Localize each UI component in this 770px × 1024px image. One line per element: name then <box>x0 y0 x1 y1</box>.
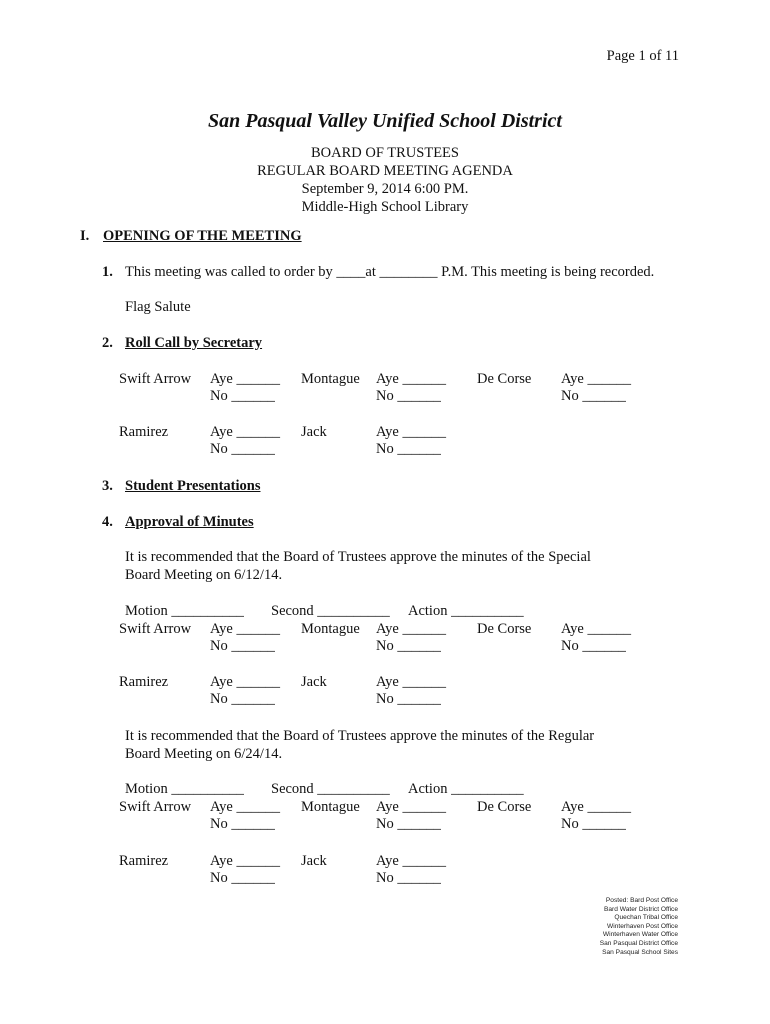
action-blank: Action __________ <box>408 781 524 797</box>
aye-blank: Aye ______ <box>561 371 631 387</box>
aye-blank: Aye ______ <box>210 799 280 815</box>
board-heading: BOARD OF TRUSTEES <box>311 145 459 161</box>
section-title: OPENING OF THE MEETING <box>103 228 302 244</box>
aye-blank: Aye ______ <box>376 621 446 637</box>
aye-blank: Aye ______ <box>210 371 280 387</box>
no-blank: No ______ <box>376 638 441 654</box>
no-blank: No ______ <box>210 441 275 457</box>
member-montague: Montague <box>301 799 360 815</box>
recommendation-special-line2: Board Meeting on 6/12/14. <box>125 567 283 583</box>
posted-line: Posted: Bard Post Office <box>605 897 678 904</box>
member-de-corse: De Corse <box>477 799 532 815</box>
member-swift-arrow: Swift Arrow <box>119 621 192 637</box>
page-number: Page 1 of 11 <box>606 48 679 64</box>
no-blank: No ______ <box>376 816 441 832</box>
recommendation-regular-line1: It is recommended that the Board of Trustees approve the minutes of the Regular <box>125 728 595 744</box>
item-1-number: 1. <box>102 264 113 280</box>
aye-blank: Aye ______ <box>376 424 446 440</box>
item-2-number: 2. <box>102 335 113 351</box>
item-1-text: This meeting was called to order by ____at ________ P.M. This meeting is being recorded. <box>125 264 655 280</box>
item-4-title: Approval of Minutes <box>125 514 254 530</box>
meeting-location: Middle-High School Library <box>301 199 469 215</box>
aye-blank: Aye ______ <box>376 799 446 815</box>
item-4-number: 4. <box>102 514 113 530</box>
second-blank: Second __________ <box>271 781 390 797</box>
posted-line: Quechan Tribal Office <box>614 914 678 922</box>
no-blank: No ______ <box>376 870 441 886</box>
member-swift-arrow: Swift Arrow <box>119 799 192 815</box>
member-de-corse: De Corse <box>477 621 532 637</box>
recommendation-special-line1: It is recommended that the Board of Trustees approve the minutes of the Special <box>125 549 591 565</box>
aye-blank: Aye ______ <box>210 621 280 637</box>
no-blank: No ______ <box>210 691 275 707</box>
item-3-number: 3. <box>102 478 113 494</box>
aye-blank: Aye ______ <box>376 371 446 387</box>
member-ramirez: Ramirez <box>119 674 169 690</box>
aye-blank: Aye ______ <box>561 799 631 815</box>
member-ramirez: Ramirez <box>119 853 169 869</box>
member-montague: Montague <box>301 371 360 387</box>
section-numeral: I. <box>80 228 90 244</box>
motion-blank: Motion __________ <box>125 781 244 797</box>
motion-blank: Motion __________ <box>125 603 244 619</box>
posted-line: San Pasqual School Sites <box>602 948 678 956</box>
member-jack: Jack <box>301 853 327 869</box>
item-2-title: Roll Call by Secretary <box>125 335 263 351</box>
member-de-corse: De Corse <box>477 371 532 387</box>
no-blank: No ______ <box>210 388 275 404</box>
member-jack: Jack <box>301 424 327 440</box>
no-blank: No ______ <box>561 638 626 654</box>
member-montague: Montague <box>301 621 360 637</box>
action-blank: Action __________ <box>408 603 524 619</box>
member-swift-arrow: Swift Arrow <box>119 371 192 387</box>
agenda-heading: REGULAR BOARD MEETING AGENDA <box>257 163 513 179</box>
posted-locations <box>600 897 678 957</box>
member-jack: Jack <box>301 674 327 690</box>
posted-line: San Pasqual District Office <box>599 939 678 947</box>
no-blank: No ______ <box>210 816 275 832</box>
recommendation-regular-line2: Board Meeting on 6/24/14. <box>125 746 283 762</box>
posted-line: Winterhaven Post Office <box>607 922 678 930</box>
posted-line: Bard Water District Office <box>603 905 678 913</box>
no-blank: No ______ <box>210 870 275 886</box>
no-blank: No ______ <box>376 388 441 404</box>
member-ramirez: Ramirez <box>119 424 169 440</box>
district-title: San Pasqual Valley Unified School District <box>208 110 562 132</box>
aye-blank: Aye ______ <box>210 853 280 869</box>
no-blank: No ______ <box>561 816 626 832</box>
meeting-datetime: September 9, 2014 6:00 PM. <box>301 181 469 197</box>
second-blank: Second __________ <box>271 603 390 619</box>
posted-line: Winterhaven Water Office <box>602 931 678 939</box>
aye-blank: Aye ______ <box>210 424 280 440</box>
flag-salute: Flag Salute <box>125 299 191 315</box>
no-blank: No ______ <box>561 388 626 404</box>
aye-blank: Aye ______ <box>561 621 631 637</box>
aye-blank: Aye ______ <box>376 853 446 869</box>
no-blank: No ______ <box>376 441 441 457</box>
no-blank: No ______ <box>210 638 275 654</box>
aye-blank: Aye ______ <box>210 674 280 690</box>
item-3-title: Student Presentations <box>125 478 261 494</box>
no-blank: No ______ <box>376 691 441 707</box>
aye-blank: Aye ______ <box>376 674 446 690</box>
